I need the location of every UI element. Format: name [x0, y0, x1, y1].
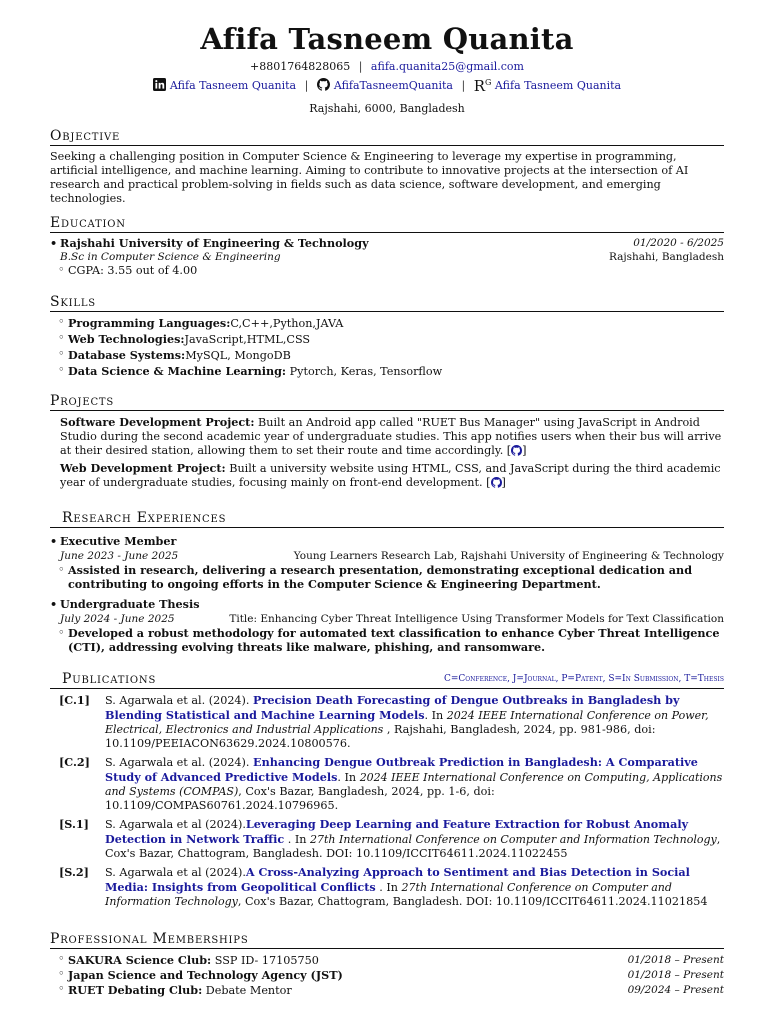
skill-item: ◦ Web Technologies:JavaScript,HTML,CSS	[50, 332, 724, 347]
education-entry	[50, 236, 724, 278]
section-header-publications	[50, 671, 724, 689]
membership-item: ◦ RUET Debating Club: Debate Mentor 09/2024 – Present	[50, 983, 724, 998]
publication-item: [C.1] S. Agarwala et al. (2024). Precision Death Forecasting of Dengue Outbreaks in Bangladesh by Blending Statistical and Machine Learning Models. In 2024 IEEE International Conference on Power, Electrical, Electronics and Industrial Applications , Rajshahi, Bangladesh, 2024, pp. 981-986, doi: 10.1109/PEEIACON63629.2024.10800576.	[59, 693, 709, 750]
degree: B.Sc in Computer Science & Engineering	[60, 251, 281, 263]
github-icon[interactable]	[511, 445, 522, 460]
section-header-skills	[50, 294, 724, 312]
github-link[interactable]: AfifaTasneemQuanita	[333, 79, 453, 92]
section-header-projects	[50, 393, 724, 411]
project-item: Software Development Project: Built an Android app called "RUET Bus Manager" using JavaScript in Android Studio during the second academic year of undergraduate studies. This app notifies users when their bus will arrive at their desired station, allowing them to set their route and time accordingly. [ ]	[50, 415, 724, 460]
research-description: ◦ Developed a robust methodology for automated text classification to enhance Cyber Threat Intelligence (CTI), addressing evolving threats like malware, phishing, and ransomware.	[50, 626, 724, 654]
membership-list	[50, 953, 724, 998]
publication-title-link[interactable]: Leveraging Deep Learning and Feature Extraction for Robust Anomaly Detection in Network Traffic	[105, 817, 689, 846]
contact-line	[50, 59, 724, 74]
research-role: • Undergraduate Thesis	[50, 597, 724, 611]
publication-list	[50, 693, 724, 909]
section-title: Research Experiences	[62, 510, 227, 526]
research-entry	[50, 534, 724, 591]
objective-text: Seeking a challenging position in Computer Science & Engineering to leverage my expertise in programming, artificial intelligence, and machine learning. Aiming to contribute to innovative projects at the intersection of AI research and practical problem-solving in fields such as data science, software development, and emerging technologies.	[50, 150, 689, 205]
research-dates: July 2024 - June 2025	[60, 613, 175, 625]
research-org: Young Learners Research Lab, Rajshahi University of Engineering & Technology	[293, 550, 724, 562]
section-title: Projects	[50, 393, 115, 409]
publication-item: [S.1] S. Agarwala et al (2024).Leveraging Deep Learning and Feature Extraction for Robust Anomaly Detection in Network Traffic . In 27th International Conference on Computer and Information Technology, Cox's Bazar, Chattogram, Bangladesh. DOI: 10.1109/ICCIT64611.2024.11022455	[59, 817, 721, 860]
github-icon	[317, 78, 330, 95]
skills-list	[50, 316, 724, 379]
separator: |	[358, 60, 363, 73]
email-link[interactable]: afifa.quanita25@gmail.com	[370, 60, 524, 73]
section-header-memberships	[50, 931, 724, 949]
research-org: Title: Enhancing Cyber Threat Intelligence Using Transformer Models for Text Classification	[229, 613, 724, 625]
separator: |	[304, 79, 309, 92]
membership-item: ◦ SAKURA Science Club: SSP ID- 17105750 01/2018 – Present	[50, 953, 724, 968]
education-dates: 01/2020 - 6/2025	[633, 237, 724, 249]
resume-page	[50, 20, 724, 998]
section-title: Education	[50, 215, 126, 231]
cgpa: ◦ CGPA: 3.55 out of 4.00	[50, 264, 724, 278]
github-icon[interactable]	[491, 477, 502, 492]
research-dates: June 2023 - June 2025	[60, 550, 179, 562]
skill-item: ◦ Database Systems:MySQL, MongoDB	[50, 348, 724, 363]
section-title: Skills	[50, 294, 96, 310]
research-description: ◦ Assisted in research, delivering a research presentation, demonstrating exceptional dedication and contributing to ongoing efforts in the Computer Science & Engineering Department.	[50, 563, 724, 591]
school-name: • Rajshahi University of Engineering & Technology	[50, 236, 369, 250]
publication-item: [S.2] S. Agarwala et al (2024).A Cross-Analyzing Approach to Sentiment and Bias Detection in Social Media: Insights from Geopolitical Conflicts . In 27th International Conference on Computer and Information Technology, Cox's Bazar, Chattogram, Bangladesh. DOI: 10.1109/ICCIT64611.2024.11021854	[59, 865, 708, 908]
phone-number: +8801764828065	[250, 60, 351, 73]
publication-title-link[interactable]: A Cross-Analyzing Approach to Sentiment and Bias Detection in Social Media: Insights from Geopolitical Conflicts	[105, 865, 690, 894]
address: Rajshahi, 6000, Bangladesh	[309, 102, 465, 115]
education-location: Rajshahi, Bangladesh	[608, 251, 724, 263]
linkedin-icon	[153, 78, 166, 95]
section-header-education	[50, 215, 724, 233]
researchgate-link[interactable]: Afifa Tasneem Quanita	[494, 79, 622, 92]
research-entry	[50, 597, 724, 654]
section-title: Professional Memberships	[50, 931, 249, 947]
linkedin-link[interactable]: Afifa Tasneem Quanita	[169, 79, 297, 92]
section-title: Objective	[50, 128, 121, 144]
section-title: Publications	[62, 671, 157, 687]
publication-legend: C=Conference, J=Journal, P=Patent, S=In Submission, T=Thesis	[443, 674, 724, 684]
profile-links	[50, 75, 724, 95]
publication-item: [C.2] S. Agarwala et al. (2024). Enhancing Dengue Outbreak Prediction in Bangladesh: A Comparative Study of Advanced Predictive Models. In 2024 IEEE International Conference on Computing, Applications and Systems (COMPAS), Cox's Bazar, Bangladesh, 2024, pp. 1-6, doi: 10.1109/COMPAS60761.2024.10796965.	[59, 755, 723, 812]
project-item: Web Development Project: Built a university website using HTML, CSS, and JavaScript during the third academic year of undergraduate studies, focusing mainly on front-end development. [ ]	[50, 461, 724, 492]
researchgate-icon: $R^G$	[473, 77, 492, 95]
publication-title-link[interactable]: Precision Death Forecasting of Dengue Outbreaks in Bangladesh by Blending Statistical and Machine Learning Models	[105, 693, 680, 722]
skill-item: ◦ Programming Languages:C,C++,Python,JAVA	[50, 316, 724, 331]
separator: |	[461, 79, 466, 92]
section-header-objective	[50, 128, 724, 146]
section-header-research	[50, 510, 724, 528]
candidate-name: Afifa Tasneem Quanita	[200, 22, 574, 56]
research-role: • Executive Member	[50, 534, 724, 548]
publication-title-link[interactable]: Enhancing Dengue Outbreak Prediction in Bangladesh: A Comparative Study of Advanced Predictive Models	[105, 755, 698, 784]
skill-item: ◦ Data Science & Machine Learning: Pytorch, Keras, Tensorflow	[50, 364, 724, 379]
membership-item: ◦ Japan Science and Technology Agency (JST) 01/2018 – Present	[50, 968, 724, 983]
